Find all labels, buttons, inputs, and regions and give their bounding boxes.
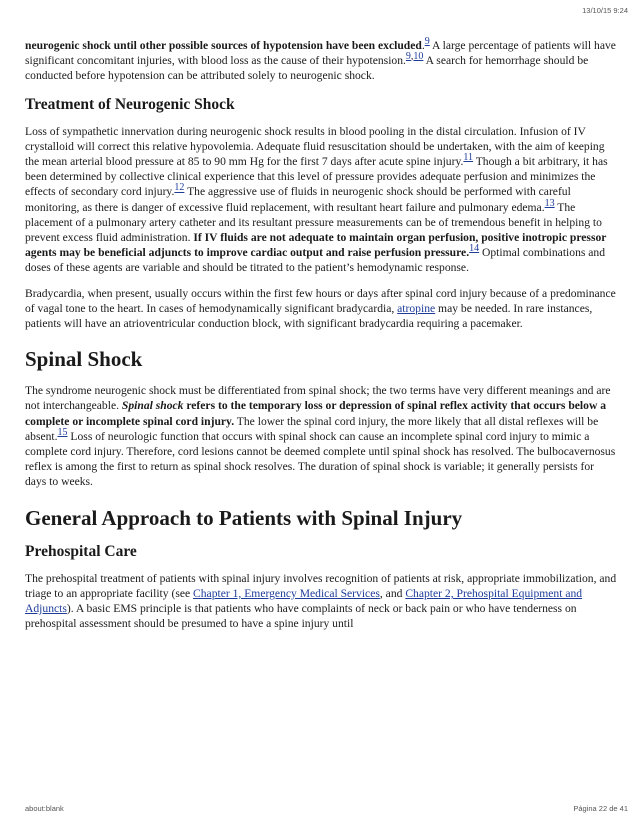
reference-link[interactable]: 12 [174, 182, 185, 194]
text: A large percentage of patients will have significant concomitant injuries, with blood loss as the cause of their hypotension. [25, 39, 616, 68]
section-heading-spinal-shock: Spinal Shock [25, 347, 143, 372]
chapter-2-link[interactable]: Chapter 2, Prehospital Equipment and Adjuncts [25, 586, 583, 616]
text: The lower the spinal cord injury, the more likely that all distal reflexes will be absent. [25, 414, 599, 443]
text: Optimal combinations and doses of these agents are variable and should be titrated to the patient’s hemodynamic response. [25, 246, 606, 275]
text: Bradycardia, when present, usually occurs within the first few hours or days after spinal cord injury because of a predominance of vagal tone to the heart. In cases of hemodynamically significant bradycardia, [25, 286, 616, 315]
text: The prehospital treatment of patients with spinal injury involves recognition of patients at risk, appropriate immobilization, and triage to an appropriate facility (see [25, 571, 617, 600]
text: Loss of sympathetic innervation during neurogenic shock results in blood pooling in the distal circulation. Infusion of IV crystalloid will correct this relative hypovolemia. Adequate fluid resuscitation should be undertaken, with the aim of keeping the mean arterial blood pressure at 85 to 90 mm Hg for the first 7 days after acute spine injury. [25, 124, 605, 169]
chapter-1-link[interactable]: Chapter 1, Emergency Medical Services [193, 586, 380, 600]
bold-text: neurogenic shock until other possible sources of hypotension have been excluded [25, 39, 422, 52]
text: The placement of a pulmonary artery catheter and its resultant pressure measurements can be of tremendous benefit in helping to prevent excess fluid administration. [25, 200, 602, 245]
text: , and [379, 586, 406, 600]
paragraph-prehospital [25, 571, 617, 632]
bold-italic-text: Spinal shock [121, 399, 184, 413]
reference-link[interactable]: 11 [463, 152, 474, 164]
bold-text: If IV fluids are not adequate to maintain organ perfusion, positive inotropic pressor agents may be beneficial adjuncts to improve cardiac output and raise perfusion pressure. [25, 231, 607, 260]
bold-text: refers to the temporary loss or depression of spinal reflex activity that occurs below a complete or incomplete spinal cord injury. [25, 399, 607, 428]
reference-link[interactable]: 10 [413, 51, 424, 63]
text: A search for hemorrhage should be conducted before hypotension can be attributed solely to neurogenic shock. [25, 54, 589, 83]
reference-link[interactable]: 9 [405, 51, 411, 63]
atropine-link[interactable]: atropine [397, 301, 436, 315]
paragraph-fluid-resuscitation [25, 124, 617, 276]
text: . [421, 39, 425, 52]
section-heading-treatment: Treatment of Neurogenic Shock [25, 95, 235, 113]
print-url: about:blank [25, 804, 64, 813]
subsection-heading-prehospital: Prehospital Care [25, 542, 137, 560]
text: The aggressive use of fluids in neurogenic shock should be performed with careful monitoring, as there is danger of excessive fluid replacement, with resultant heart failure and pulmonary edema. [25, 185, 571, 214]
reference-link[interactable]: 13 [544, 197, 555, 209]
print-timestamp: 13/10/15 9:24 [582, 6, 628, 15]
paragraph-spinal-shock [25, 383, 617, 489]
text: Loss of neurologic function that occurs with spinal shock can cause an incomplete spinal cord injury to mimic a complete cord injury. Therefore, cord lesions cannot be deemed complete until spinal shock has resolved. The bulbocavernosus reflex is among the first to return as spinal shock resolves. The duration of spinal shock is variable; it generally persists for days to weeks. [25, 429, 616, 489]
text: may be needed. In rare instances, patients will have an atrioventricular conduction block, with significant bradycardia requiring a pacemaker. [25, 301, 593, 331]
section-heading-general-approach: General Approach to Patients with Spinal Injury [25, 505, 463, 530]
reference-link[interactable]: 14 [469, 243, 480, 255]
article-body [25, 38, 617, 641]
text: Though a bit arbitrary, it has been determined by collective clinical experience that this level of pressure provides adequate perfusion and minimizes the effects of secondary cord injury. [25, 155, 608, 199]
text: , [410, 51, 414, 63]
paragraph-hypotension [25, 38, 617, 84]
paragraph-bradycardia [25, 286, 617, 332]
reference-link[interactable]: 9 [424, 36, 430, 48]
page-number: Página 22 de 41 [573, 804, 628, 813]
reference-link[interactable]: 15 [57, 427, 68, 438]
text: ). A basic EMS principle is that patients who have complaints of neck or back pain or who have tenderness on prehospital assessment should be presumed to have a spine injury until [25, 602, 577, 631]
text: The syndrome neurogenic shock must be differentiated from spinal shock; the two terms have very different meanings and are not interchangeable. [25, 384, 611, 413]
